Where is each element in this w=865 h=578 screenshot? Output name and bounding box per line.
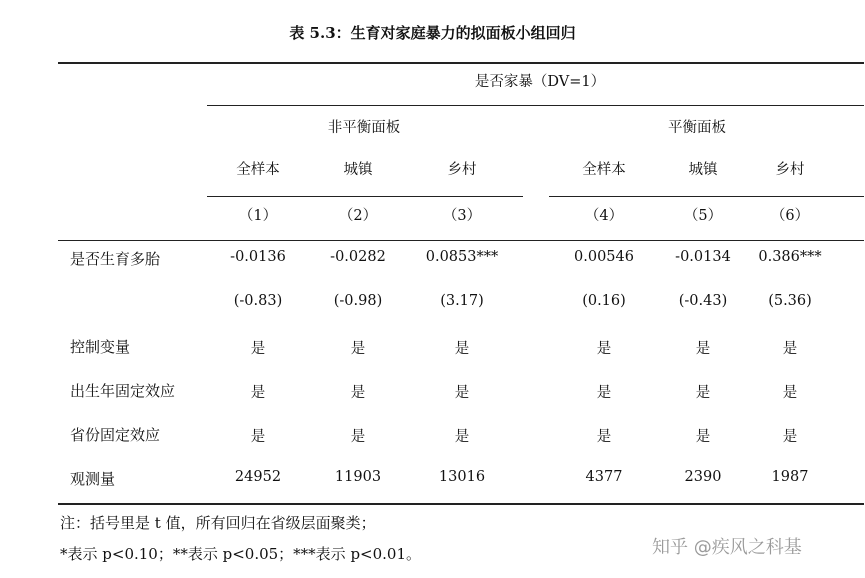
row-label: 控制变量 xyxy=(70,338,131,356)
subcolumn-header: 乡村 xyxy=(447,162,477,178)
column-number: （3） xyxy=(442,208,482,224)
table-cell: 是 xyxy=(782,385,798,401)
row-label: 省份固定效应 xyxy=(70,426,161,444)
column-number: （4） xyxy=(584,208,624,224)
panel-underline-left xyxy=(207,196,523,197)
subcolumn-header: 城镇 xyxy=(688,162,718,178)
panel-header-balanced: 平衡面板 xyxy=(668,120,726,136)
header-bottom-rule xyxy=(58,240,864,241)
table-title: 表 5.3：生育对家庭暴力的拟面板小组回归 xyxy=(289,24,576,42)
table-cell: 是 xyxy=(350,341,366,357)
row-label: 观测量 xyxy=(70,470,116,488)
note-line: 注：括号里是 t 值，所有回归在省级层面聚类； xyxy=(60,514,376,532)
table-cell: 24952 xyxy=(234,469,282,485)
table-cell: 1987 xyxy=(771,469,809,485)
table-cell: 0.0853*** xyxy=(425,249,499,265)
table-cell: 是 xyxy=(695,385,711,401)
panel-underline-right xyxy=(549,196,864,197)
subcolumn-header: 全样本 xyxy=(582,162,626,178)
column-number: （6） xyxy=(770,208,810,224)
column-number: （1） xyxy=(238,208,278,224)
table-cell: 是 xyxy=(350,385,366,401)
table-cell: (3.17) xyxy=(440,293,484,309)
table-cell: 0.386*** xyxy=(758,249,822,265)
column-number: （2） xyxy=(338,208,378,224)
table-cell: (0.16) xyxy=(582,293,626,309)
table-cell: 是 xyxy=(782,429,798,445)
table-cell: 4377 xyxy=(585,469,623,485)
panel-header-unbalanced: 非平衡面板 xyxy=(327,120,401,136)
row-label: 是否生育多胎 xyxy=(70,250,161,268)
table-cell: 是 xyxy=(596,385,612,401)
top-rule xyxy=(58,62,864,64)
watermark: 知乎 @疾风之科基 xyxy=(652,537,802,558)
table-cell: 是 xyxy=(454,385,470,401)
table-cell: 是 xyxy=(596,429,612,445)
table-cell: 是 xyxy=(695,429,711,445)
table-cell: 是 xyxy=(454,341,470,357)
note-line: *表示 p<0.10；**表示 p<0.05；***表示 p<0.01。 xyxy=(60,545,422,563)
subcolumn-header: 乡村 xyxy=(775,162,805,178)
table-cell: -0.0134 xyxy=(675,249,731,265)
table-cell: 0.00546 xyxy=(574,249,634,265)
dv-underline xyxy=(207,105,864,106)
dv-header: 是否家暴（DV=1） xyxy=(474,74,606,90)
table-cell: (-0.98) xyxy=(333,293,383,309)
table-cell: 13016 xyxy=(438,469,486,485)
bottom-rule xyxy=(58,503,864,505)
table-cell: 11903 xyxy=(334,469,382,485)
table-cell: (5.36) xyxy=(768,293,812,309)
table-cell: -0.0282 xyxy=(330,249,386,265)
table-cell: 是 xyxy=(350,429,366,445)
table-cell: 是 xyxy=(596,341,612,357)
row-label: 出生年固定效应 xyxy=(70,382,176,400)
table-cell: -0.0136 xyxy=(230,249,286,265)
table-cell: 是 xyxy=(695,341,711,357)
table-cell: 是 xyxy=(250,385,266,401)
table-cell: 是 xyxy=(454,429,470,445)
table-cell: 是 xyxy=(782,341,798,357)
table-cell: 是 xyxy=(250,341,266,357)
subcolumn-header: 城镇 xyxy=(343,162,373,178)
table-cell: (-0.83) xyxy=(233,293,283,309)
table-cell: (-0.43) xyxy=(678,293,728,309)
table-cell: 2390 xyxy=(684,469,722,485)
table-cell: 是 xyxy=(250,429,266,445)
column-number: （5） xyxy=(683,208,723,224)
subcolumn-header: 全样本 xyxy=(236,162,280,178)
